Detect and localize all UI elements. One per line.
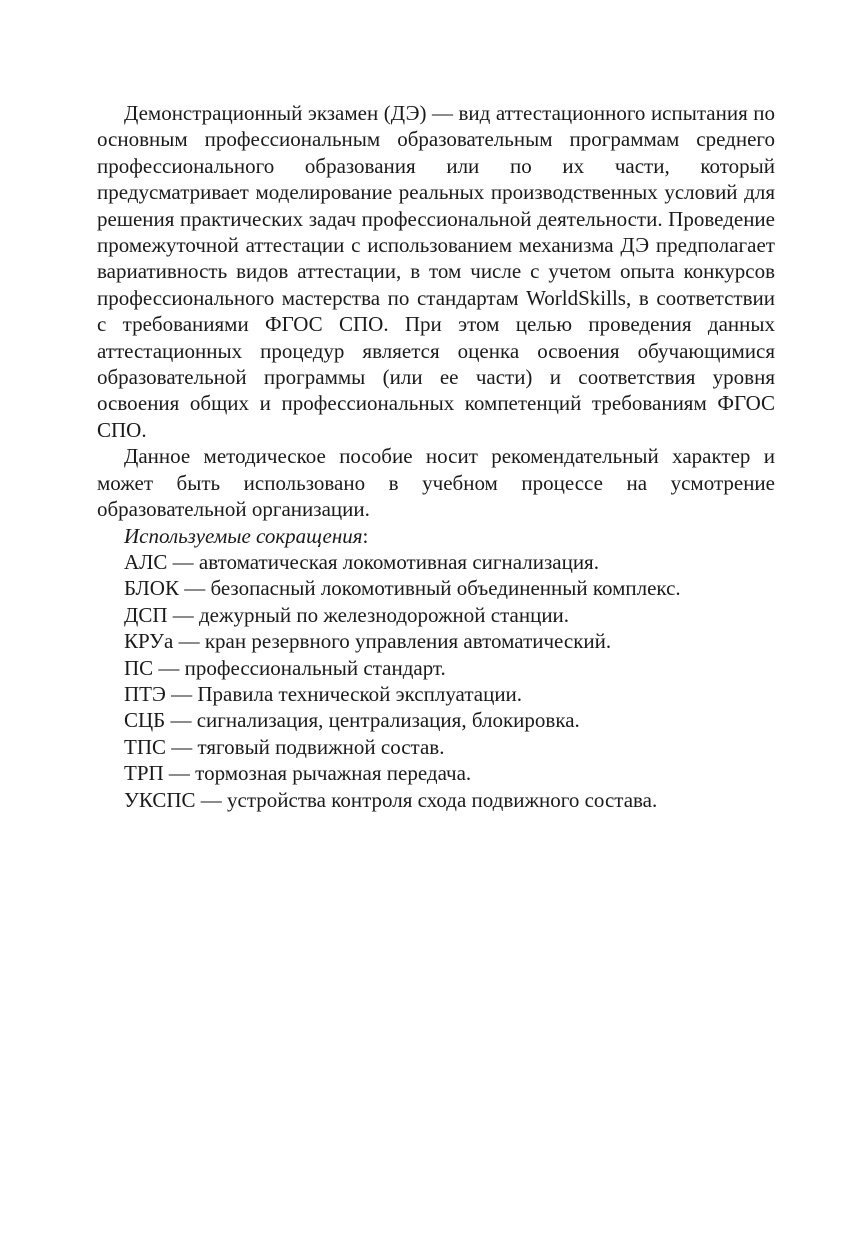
abbreviation-item: СЦБ — сигнализация, централизация, блокировка. xyxy=(124,708,580,733)
abbreviation-item: АЛС — автоматическая локомотивная сигнализация. xyxy=(124,549,599,574)
intro-paragraph: Демонстрационный экзамен (ДЭ) — вид аттестационного испытания по основным профессиональным образовательным программам среднего профессионального образования или по их части, который предусматривает моделирование реальных производственных условий для решения практических задач профессиональной деятельности. Проведение промежуточной аттестации с использованием механизма ДЭ предполагает вариативность видов аттестации, в том числе с учетом опыта конкурсов профессионального мастерства по стандартам WorldSkills, в соответствии с требованиями ФГОС СПО. При этом целью проведения данных аттестационных процедур является оценка освоения обучающимися образовательной программы (или ее части) и соответствия уровня освоения общих и профессиональных компетенций требованиям ФГОС СПО. xyxy=(97,101,775,442)
abbreviation-item: ПС — профессиональный стандарт. xyxy=(124,655,446,680)
abbreviation-item: ДСП — дежурный по железнодорожной станции. xyxy=(124,602,570,627)
abbreviation-item: БЛОК — безопасный локомотивный объединенный комплекс. xyxy=(124,576,681,601)
document-page xyxy=(97,100,775,813)
abbreviation-item: КРУа — кран резервного управления автоматический. xyxy=(124,629,612,654)
abbreviation-item: ПТЭ — Правила технической эксплуатации. xyxy=(124,681,523,706)
abbreviation-item: УКСПС — устройства контроля схода подвижного состава. xyxy=(124,787,658,812)
abbreviations-heading: Используемые сокращения xyxy=(124,523,363,548)
abbreviations-list xyxy=(97,549,775,813)
abbreviation-item: ТПС — тяговый подвижной состав. xyxy=(124,734,445,759)
guide-note-paragraph: Данное методическое пособие носит рекомендательный характер и может быть использовано в учебном процессе на усмотрение образовательной организации. xyxy=(97,444,775,522)
abbreviations-heading-colon: : xyxy=(362,523,369,548)
abbreviation-item: ТРП — тормозная рычажная передача. xyxy=(124,761,472,786)
abbreviations-heading-line xyxy=(97,523,775,549)
